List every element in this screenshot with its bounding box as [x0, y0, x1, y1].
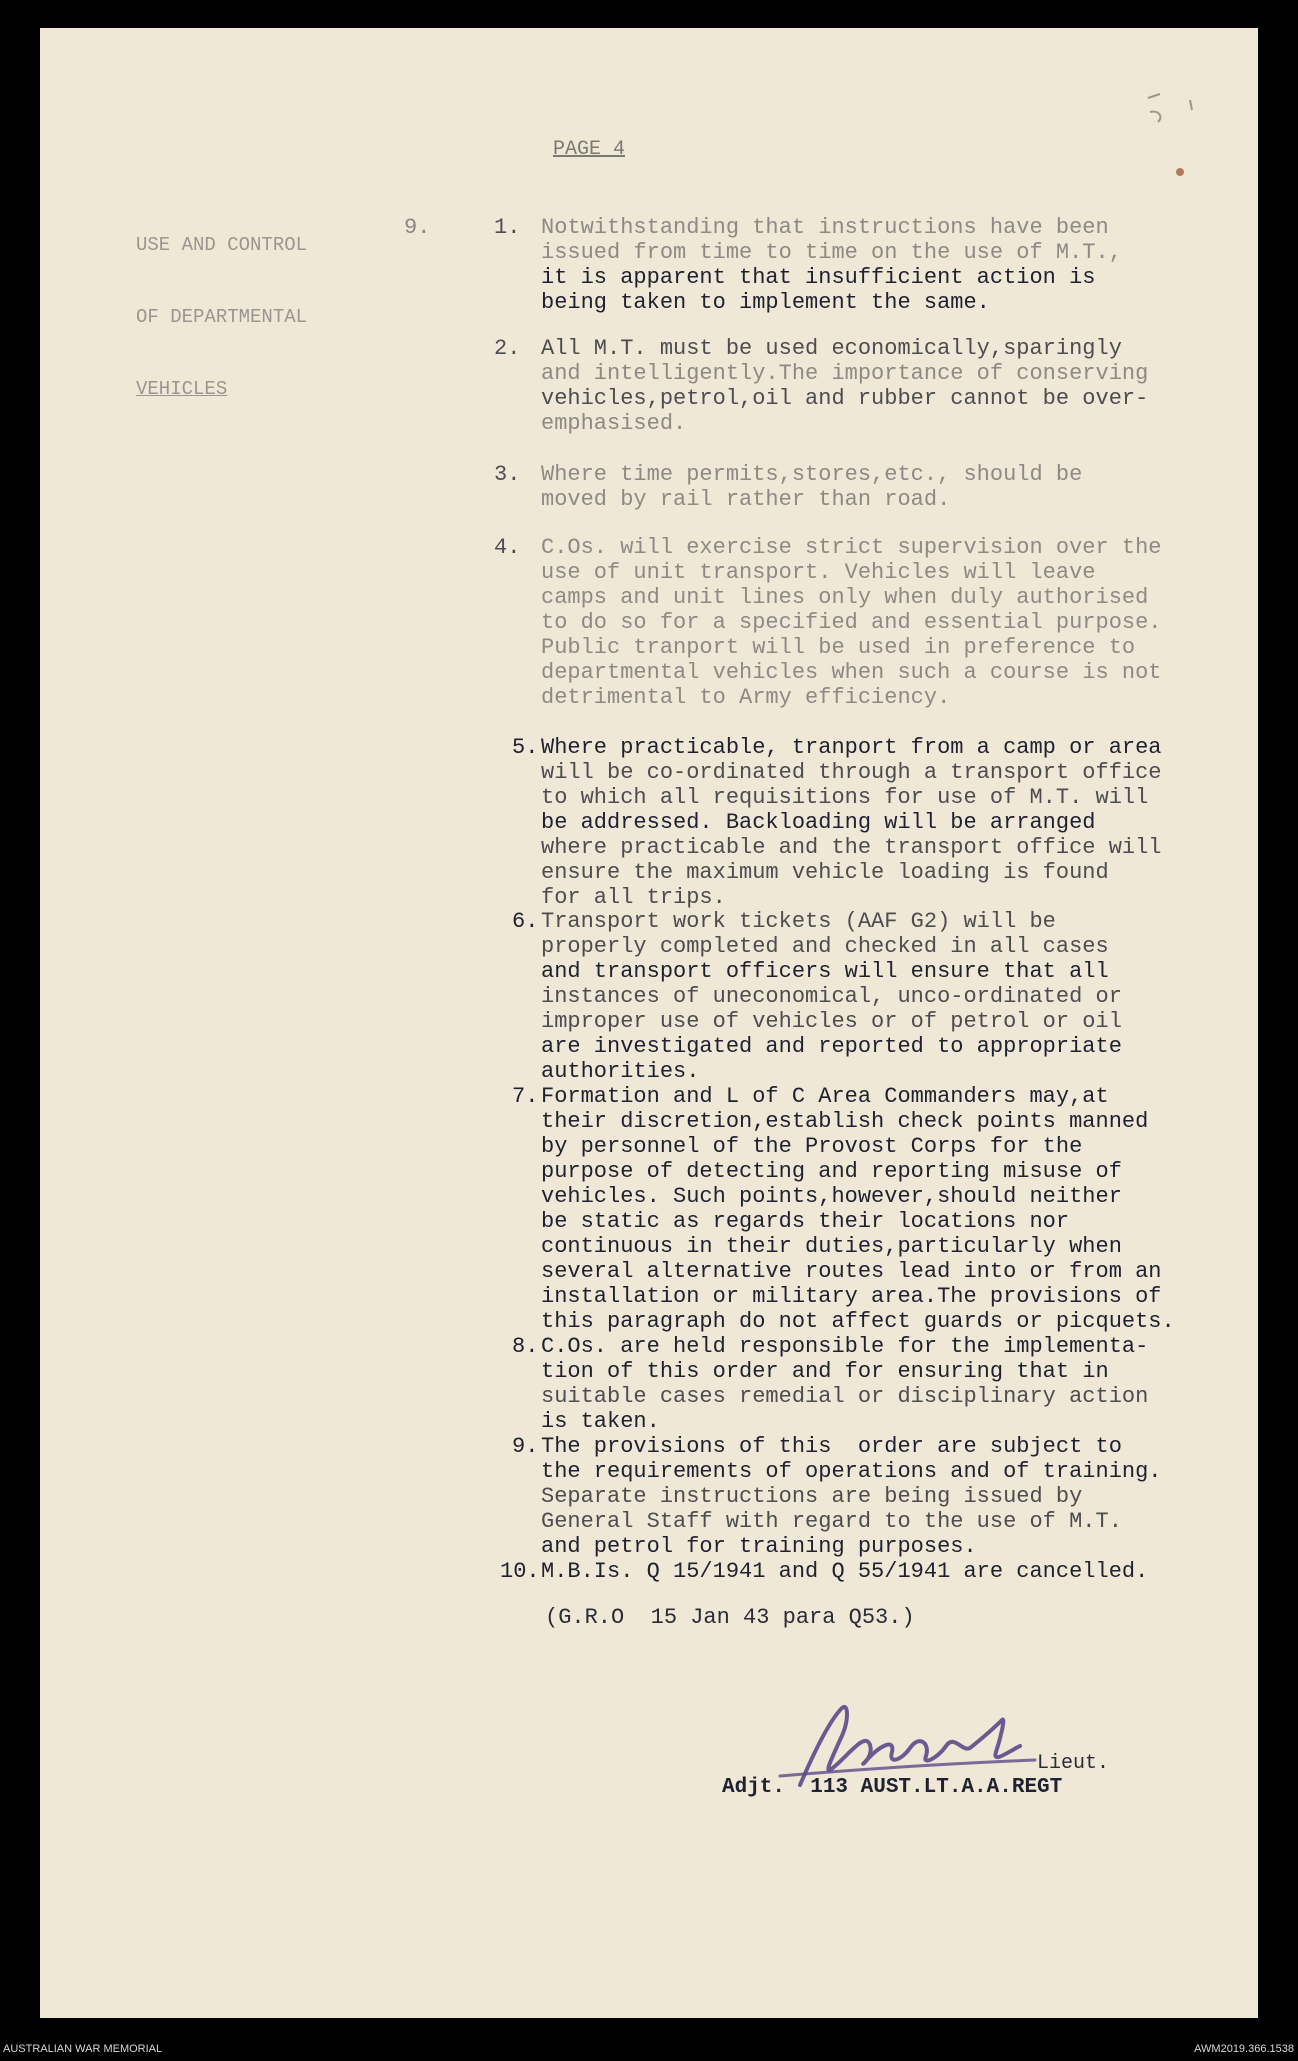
item-text [541, 1559, 1148, 1584]
item-line: to do so for a specified and essential purpose. [541, 610, 1162, 635]
item-line: Separate instructions are being issued by [541, 1484, 1083, 1509]
pencil-mark [1130, 80, 1230, 180]
item-line: authorities. [541, 1059, 700, 1084]
item-line: Public tranport will be used in preference to [541, 635, 1136, 660]
signature-appointment: Adjt. 113 AUST.LT.A.A.REGT [722, 1776, 1063, 1799]
item-line: by personnel of the Provost Corps for the [541, 1134, 1083, 1159]
item-line: Where time permits,stores,etc., should be [541, 462, 1083, 487]
item-line: camps and unit lines only when duly authorised [541, 585, 1149, 610]
item-line: will be co-ordinated through a transport office [541, 760, 1162, 785]
item-text [541, 462, 1082, 512]
item-number: 5. [512, 735, 539, 760]
item-line: General Staff with regard to the use of M.T. [541, 1509, 1122, 1534]
item-line: and intelligently.The importance of conserving [541, 361, 1149, 386]
item-line: improper use of vehicles or of petrol or oil [541, 1009, 1122, 1034]
footer-accession-number: AWM2019.366.1538 [1194, 2043, 1294, 2055]
item-line: ensure the maximum vehicle loading is found [541, 860, 1109, 885]
item-line: are investigated and reported to appropriate [541, 1034, 1122, 1059]
item-number: 1. [494, 215, 521, 240]
item-number: 10. [500, 1559, 540, 1584]
item-line: C.Os. are held responsible for the implementa- [541, 1334, 1149, 1359]
item-line: their discretion,establish check points manned [541, 1109, 1149, 1134]
item-line: is taken. [541, 1409, 660, 1434]
page-title: PAGE 4 [553, 138, 626, 161]
item-line: purpose of detecting and reporting misuse of [541, 1159, 1122, 1184]
item-line: to which all requisitions for use of M.T. will [541, 785, 1149, 810]
item-text [541, 735, 1162, 910]
item-line: detrimental to Army efficiency. [541, 685, 951, 710]
side-heading-line-3: VEHICLES [136, 378, 228, 400]
item-number: 2. [494, 336, 521, 361]
paragraph-number: 9. [404, 215, 431, 240]
item-line: emphasised. [541, 411, 687, 436]
item-number: 4. [494, 535, 521, 560]
item-line: vehicles. Such points,however,should neither [541, 1184, 1122, 1209]
side-heading [136, 185, 307, 425]
side-heading-line-2: OF DEPARTMENTAL [136, 306, 308, 328]
item-text [541, 215, 1122, 315]
side-heading-line-1: USE AND CONTROL [136, 234, 308, 256]
item-line: Notwithstanding that instructions have been [541, 215, 1109, 240]
item-text [541, 1434, 1162, 1559]
item-number: 6. [512, 909, 539, 934]
reference-line: (G.R.O 15 Jan 43 para Q53.) [545, 1605, 915, 1630]
item-line: installation or military area.The provisions of [541, 1284, 1162, 1309]
item-line: issued from time to time on the use of M.T., [541, 240, 1122, 265]
item-line: Where practicable, tranport from a camp or area [541, 735, 1162, 760]
item-text [541, 909, 1122, 1084]
item-line: where practicable and the transport office will [541, 835, 1162, 860]
item-number: 7. [512, 1084, 539, 1109]
item-number: 3. [494, 462, 521, 487]
item-line: departmental vehicles when such a course is not [541, 660, 1162, 685]
item-line: C.Os. will exercise strict supervision over the [541, 535, 1162, 560]
item-line: be static as regards their locations nor [541, 1209, 1070, 1234]
item-line: tion of this order and for ensuring that in [541, 1359, 1109, 1384]
item-text [541, 535, 1162, 710]
item-line: Transport work tickets (AAF G2) will be [541, 909, 1056, 934]
item-text [541, 1334, 1148, 1434]
item-line: be addressed. Backloading will be arranged [541, 810, 1096, 835]
item-line: several alternative routes lead into or from an [541, 1259, 1162, 1284]
item-line: moved by rail rather than road. [541, 487, 951, 512]
item-number: 9. [512, 1434, 539, 1459]
item-line: The provisions of this order are subject to [541, 1434, 1122, 1459]
item-line: vehicles,petrol,oil and rubber cannot be over- [541, 386, 1149, 411]
item-line: this paragraph do not affect guards or picquets. [541, 1309, 1175, 1334]
item-line: and transport officers will ensure that all [541, 959, 1109, 984]
item-line: the requirements of operations and of training. [541, 1459, 1162, 1484]
item-text [541, 336, 1148, 436]
item-text [541, 1084, 1175, 1334]
item-line: suitable cases remedial or disciplinary action [541, 1384, 1149, 1409]
item-line: Formation and L of C Area Commanders may,at [541, 1084, 1109, 1109]
item-line: use of unit transport. Vehicles will leave [541, 560, 1096, 585]
item-number: 8. [512, 1334, 539, 1359]
item-line: instances of uneconomical, unco-ordinated or [541, 984, 1122, 1009]
signature-rank: Lieut. [1037, 1752, 1110, 1775]
item-line: properly completed and checked in all cases [541, 934, 1109, 959]
item-line: it is apparent that insufficient action is [541, 265, 1096, 290]
item-line: All M.T. must be used economically,sparingly [541, 336, 1122, 361]
item-line: being taken to implement the same. [541, 290, 990, 315]
footer-institution: AUSTRALIAN WAR MEMORIAL [3, 2043, 163, 2055]
item-line: M.B.Is. Q 15/1941 and Q 55/1941 are cancelled. [541, 1559, 1149, 1584]
item-line: for all trips. [541, 885, 726, 910]
item-line: continuous in their duties,particularly when [541, 1234, 1122, 1259]
item-line: and petrol for training purposes. [541, 1534, 977, 1559]
